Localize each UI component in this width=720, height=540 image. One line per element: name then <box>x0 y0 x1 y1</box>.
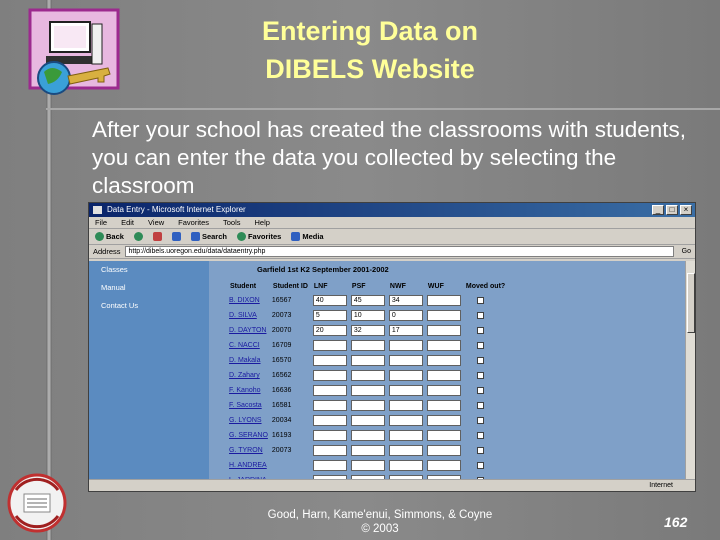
wuf-input[interactable] <box>427 400 461 411</box>
media-icon <box>291 232 300 241</box>
student-name-link[interactable]: B. DIXON <box>229 297 260 304</box>
student-name-link[interactable]: D. DAYTON <box>229 327 267 334</box>
slide-body-text: After your school has created the classrooms with students, you can enter the data you collected by selecting the classroom <box>92 117 687 198</box>
browser-window-title: Data Entry - Microsoft Internet Explorer <box>107 205 246 214</box>
student-name-link[interactable]: D. Zahary <box>229 372 260 379</box>
favorites-button[interactable] <box>237 229 281 244</box>
browser-menubar <box>89 217 695 229</box>
student-id: 16570 <box>271 357 292 364</box>
student-id: 20070 <box>271 327 292 334</box>
nwf-input[interactable] <box>389 415 423 426</box>
table-row <box>227 323 508 338</box>
table-row <box>227 398 508 413</box>
lnf-input[interactable] <box>313 460 347 471</box>
stop-icon <box>153 232 162 241</box>
maximize-icon[interactable]: □ <box>666 205 678 215</box>
table-row <box>227 383 508 398</box>
slide-title-line-1: Entering Data on <box>261 16 478 46</box>
menu-view[interactable]: View <box>148 218 165 227</box>
sidebar-item-contact[interactable]: Contact Us <box>101 301 139 310</box>
moved-out-checkbox[interactable] <box>477 342 484 349</box>
psf-input[interactable] <box>351 400 385 411</box>
page-content <box>89 261 685 479</box>
wuf-input[interactable] <box>427 355 461 366</box>
student-name-link[interactable]: G. TYRON <box>229 447 263 454</box>
stop-button[interactable] <box>153 229 162 244</box>
wuf-input[interactable] <box>427 370 461 381</box>
psf-input[interactable] <box>351 355 385 366</box>
student-id: 20073 <box>271 447 292 454</box>
sidebar-item-classes[interactable]: Classes <box>101 265 128 274</box>
refresh-button[interactable] <box>172 229 181 244</box>
data-entry-panel <box>217 261 685 479</box>
psf-input[interactable] <box>351 460 385 471</box>
ie-icon <box>93 206 102 214</box>
address-bar <box>89 245 695 259</box>
computer-clipart-icon <box>20 6 124 102</box>
lnf-input[interactable] <box>313 400 347 411</box>
media-button[interactable] <box>291 229 323 244</box>
student-id: 16193 <box>271 432 292 439</box>
column-header: NWF <box>389 282 406 290</box>
psf-input[interactable] <box>351 430 385 441</box>
status-zone: Internet <box>649 482 673 489</box>
column-header: LNF <box>313 282 328 290</box>
nwf-input[interactable]: 34 <box>389 295 423 306</box>
menu-edit[interactable]: Edit <box>121 218 135 227</box>
nwf-input[interactable] <box>389 460 423 471</box>
search-label: Search <box>201 231 227 241</box>
lnf-input[interactable]: 40 <box>313 295 347 306</box>
student-id: 16636 <box>271 387 292 394</box>
back-button[interactable] <box>95 229 124 244</box>
student-id: 20073 <box>271 312 292 319</box>
page-number: 162 <box>664 514 688 530</box>
student-id: 16567 <box>271 297 292 304</box>
lnf-input[interactable] <box>313 430 347 441</box>
table-row <box>227 338 508 353</box>
lnf-input[interactable] <box>313 445 347 456</box>
sidebar-item-manual[interactable]: Manual <box>101 283 126 292</box>
wuf-input[interactable] <box>427 325 461 336</box>
lnf-input[interactable] <box>313 355 347 366</box>
psf-input[interactable]: 10 <box>351 310 385 321</box>
wuf-input[interactable] <box>427 460 461 471</box>
moved-out-checkbox[interactable] <box>477 417 484 424</box>
wuf-input[interactable] <box>427 385 461 396</box>
table-row <box>227 353 508 368</box>
wuf-input[interactable] <box>427 445 461 456</box>
favorites-icon <box>237 232 246 241</box>
moved-out-checkbox[interactable] <box>477 462 484 469</box>
lnf-input[interactable] <box>313 340 347 351</box>
nwf-input[interactable] <box>389 355 423 366</box>
student-id: 16709 <box>271 342 292 349</box>
student-name-link[interactable]: G. SERANO <box>229 432 268 439</box>
moved-out-checkbox[interactable] <box>477 327 484 334</box>
student-name-link[interactable]: G. LYONS <box>229 417 262 424</box>
table-header-row <box>227 279 508 293</box>
student-name-link[interactable]: H. ANDREA <box>229 462 267 469</box>
wuf-input[interactable] <box>427 430 461 441</box>
refresh-icon <box>172 232 181 241</box>
table-body <box>227 293 508 488</box>
student-name-link[interactable]: F. Sacosta <box>229 402 262 409</box>
column-header: WUF <box>427 282 444 290</box>
moved-out-checkbox[interactable] <box>477 432 484 439</box>
psf-input[interactable] <box>351 385 385 396</box>
lnf-input[interactable]: 20 <box>313 325 347 336</box>
slide-title-line-2: DIBELS Website <box>265 54 475 84</box>
address-label: Address <box>93 246 121 256</box>
search-button[interactable] <box>191 229 227 244</box>
psf-input[interactable]: 32 <box>351 325 385 336</box>
nwf-input[interactable] <box>389 430 423 441</box>
table-row <box>227 413 508 428</box>
data-entry-table <box>227 279 508 488</box>
wuf-input[interactable] <box>427 415 461 426</box>
close-icon[interactable]: × <box>680 205 692 215</box>
menu-help[interactable]: Help <box>254 218 270 227</box>
back-label: Back <box>106 231 124 241</box>
student-name-link[interactable]: D. SILVA <box>229 312 257 319</box>
browser-toolbar <box>89 229 695 245</box>
nwf-input[interactable]: 17 <box>389 325 423 336</box>
column-header: PSF <box>351 282 366 290</box>
psf-input[interactable] <box>351 415 385 426</box>
forward-button[interactable] <box>134 229 143 244</box>
nwf-input[interactable] <box>389 385 423 396</box>
moved-out-checkbox[interactable] <box>477 372 484 379</box>
footer-copyright: © 2003 <box>361 523 399 535</box>
moved-out-checkbox[interactable] <box>477 447 484 454</box>
menu-file[interactable]: File <box>95 218 108 227</box>
favorites-label: Favorites <box>247 231 282 241</box>
moved-out-checkbox[interactable] <box>477 357 484 364</box>
minimize-icon[interactable]: _ <box>652 205 664 215</box>
slide-footer <box>230 508 530 536</box>
table-row <box>227 293 508 308</box>
back-arrow-icon <box>95 232 104 241</box>
student-id: 16581 <box>271 402 292 409</box>
psf-input[interactable] <box>351 340 385 351</box>
media-label: Media <box>302 231 324 241</box>
moved-out-checkbox[interactable] <box>477 387 484 394</box>
vertical-scrollbar[interactable] <box>685 261 695 479</box>
student-name-link[interactable]: F. Kanoho <box>229 387 261 394</box>
scrollbar-thumb[interactable] <box>687 273 695 333</box>
lnf-input[interactable] <box>313 385 347 396</box>
lnf-input[interactable] <box>313 370 347 381</box>
student-name-link[interactable]: D. Makala <box>229 357 261 364</box>
column-header: Student ID <box>272 282 308 290</box>
search-icon <box>191 232 200 241</box>
moved-out-checkbox[interactable] <box>477 402 484 409</box>
column-header: Moved out? <box>465 282 506 290</box>
footer-authors: Good, Harn, Kame'enui, Simmons, & Coyne <box>267 509 493 521</box>
moved-out-checkbox[interactable] <box>477 297 484 304</box>
table-row <box>227 308 508 323</box>
moved-out-checkbox[interactable] <box>477 312 484 319</box>
student-id: 16562 <box>271 372 292 379</box>
address-input[interactable]: http://dibels.uoregon.edu/data/dataentry.php <box>125 246 674 257</box>
lnf-input[interactable] <box>313 415 347 426</box>
menu-tools[interactable]: Tools <box>223 218 241 227</box>
wuf-input[interactable] <box>427 295 461 306</box>
nwf-input[interactable] <box>389 400 423 411</box>
column-header: Student <box>230 282 257 290</box>
sidebar <box>89 261 209 479</box>
status-bar <box>89 479 695 491</box>
table-row <box>227 458 508 473</box>
student-name-link[interactable]: C. NACCI <box>229 342 260 349</box>
lnf-input[interactable]: 5 <box>313 310 347 321</box>
nwf-input[interactable] <box>389 445 423 456</box>
nwf-input[interactable] <box>389 370 423 381</box>
wuf-input[interactable] <box>427 310 461 321</box>
nwf-input[interactable] <box>389 340 423 351</box>
psf-input[interactable] <box>351 445 385 456</box>
table-row <box>227 428 508 443</box>
go-button[interactable]: Go <box>681 247 691 255</box>
wuf-input[interactable] <box>427 340 461 351</box>
student-id: 20034 <box>271 417 292 424</box>
browser-screenshot <box>88 202 696 492</box>
nwf-input[interactable]: 0 <box>389 310 423 321</box>
institute-logo-icon <box>4 470 70 536</box>
psf-input[interactable]: 45 <box>351 295 385 306</box>
table-row <box>227 443 508 458</box>
table-row <box>227 368 508 383</box>
forward-arrow-icon <box>134 232 143 241</box>
menu-favorites[interactable]: Favorites <box>178 218 209 227</box>
title-divider <box>46 108 720 110</box>
slide-title <box>140 12 600 88</box>
psf-input[interactable] <box>351 370 385 381</box>
class-heading: Garfield 1st K2 September 2001-2002 <box>257 265 389 274</box>
browser-titlebar <box>89 203 695 217</box>
